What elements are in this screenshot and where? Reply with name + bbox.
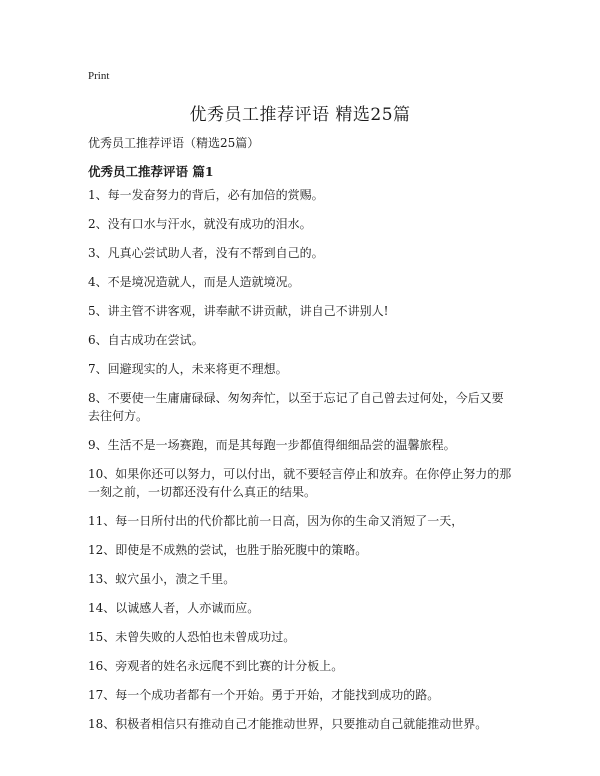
list-item: 6、自古成功在尝试。 xyxy=(88,333,204,347)
list-item: 7、回避现实的人，未来将更不理想。 xyxy=(88,362,288,376)
list-item: 13、蚁穴虽小，溃之千里。 xyxy=(88,572,236,586)
list-item: 1、每一发奋努力的背后，必有加倍的赏赐。 xyxy=(88,188,324,202)
list-item: 15、未曾失败的人恐怕也未曾成功过。 xyxy=(88,630,296,644)
list-item: 4、不是境况造就人，而是人造就境况。 xyxy=(88,275,300,289)
comment-list xyxy=(88,186,514,744)
list-item: 10、如果你还可以努力，可以付出，就不要轻言停止和放弃。在你停止努力的那一刻之前，一切都还没有什么真正的结果。 xyxy=(88,467,512,499)
list-item: 2、没有口水与汗水，就没有成功的泪水。 xyxy=(88,217,312,231)
list-item: 8、不要使一生庸庸碌碌、匆匆奔忙，以至于忘记了自己曾去过何处，今后又要去往何方。 xyxy=(88,391,504,423)
list-item: 12、即使是不成熟的尝试，也胜于胎死腹中的策略。 xyxy=(88,543,368,557)
list-item: 3、凡真心尝试助人者，没有不帮到自己的。 xyxy=(88,246,324,260)
print-link[interactable]: Print xyxy=(88,70,110,82)
section-heading: 优秀员工推荐评语 篇1 xyxy=(88,164,214,179)
list-item: 5、讲主管不讲客观，讲奉献不讲贡献，讲自己不讲别人! xyxy=(88,304,389,318)
list-item: 18、积极者相信只有推动自己才能推动世界，只要推动自己就能推动世界。 xyxy=(88,717,488,731)
subtitle: 优秀员工推荐评语（精选25篇） xyxy=(88,136,260,150)
list-item: 9、生活不是一场赛跑，而是其每跑一步都值得细细品尝的温馨旅程。 xyxy=(88,438,456,452)
page-title: 优秀员工推荐评语 精选25篇 xyxy=(189,105,411,125)
list-item: 14、以诚感人者，人亦诚而应。 xyxy=(88,601,260,615)
list-item: 17、每一个成功者都有一个开始。勇于开始，才能找到成功的路。 xyxy=(88,688,440,702)
list-item: 11、每一日所付出的代价都比前一日高，因为你的生命又消短了一天， xyxy=(88,514,464,528)
list-item: 16、旁观者的姓名永远爬不到比赛的计分板上。 xyxy=(88,659,344,673)
